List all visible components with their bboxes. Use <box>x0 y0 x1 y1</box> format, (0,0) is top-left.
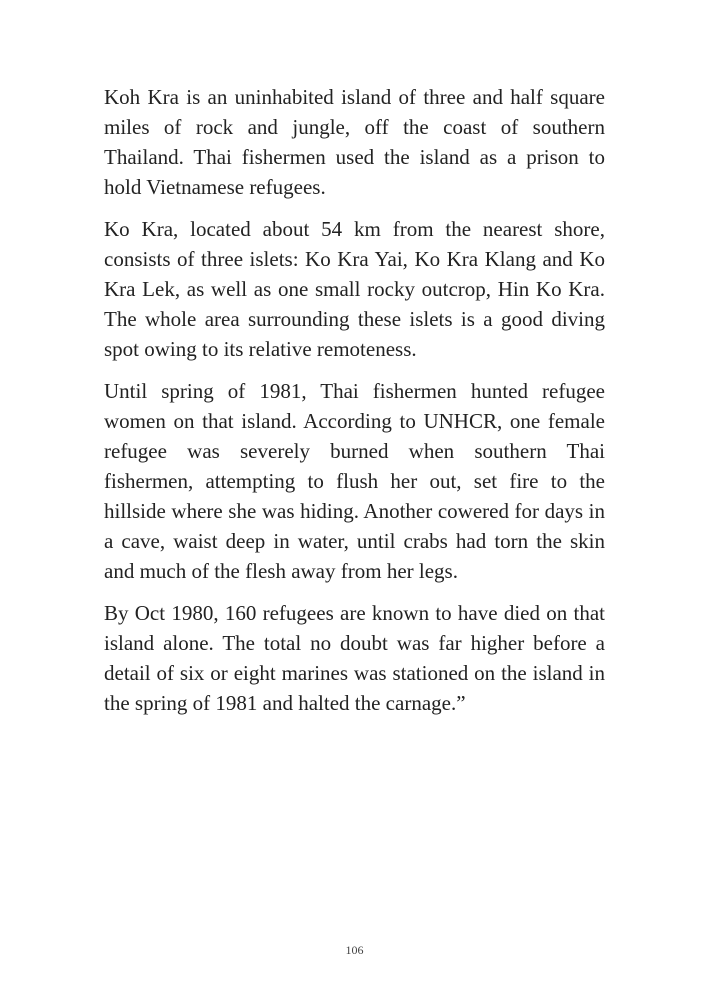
paragraph-4: By Oct 1980, 160 refugees are known to have died on that island alone. The total no doubt was far higher before a detail of six or eight marines was stationed on the island in the spring of 1981 and halted the carnage.” <box>104 601 605 715</box>
paragraph-3: Until spring of 1981, Thai fishermen hunted refugee women on that island. According to UNHCR, one female refugee was severely burned when southern Thai fishermen, attempting to flush her out, set fire to the hillside where she was hiding. Another cowered for days in a cave, waist deep in water, until crabs had torn the skin and much of the flesh away from her legs. <box>104 379 605 583</box>
page-body <box>104 82 605 730</box>
paragraph-1: Koh Kra is an uninhabited island of three and half square miles of rock and jungle, off the coast of southern Thailand. Thai fishermen used the island as a prison to hold Vietnamese refugees. <box>104 85 605 199</box>
paragraph-2: Ko Kra, located about 54 km from the nearest shore, consists of three islets: Ko Kra Yai, Ko Kra Klang and Ko Kra Lek, as well as one small rocky outcrop, Hin Ko Kra. The whole area surrounding these islets is a good diving spot owing to its relative remoteness. <box>104 217 605 361</box>
page-number: 106 <box>345 943 364 957</box>
